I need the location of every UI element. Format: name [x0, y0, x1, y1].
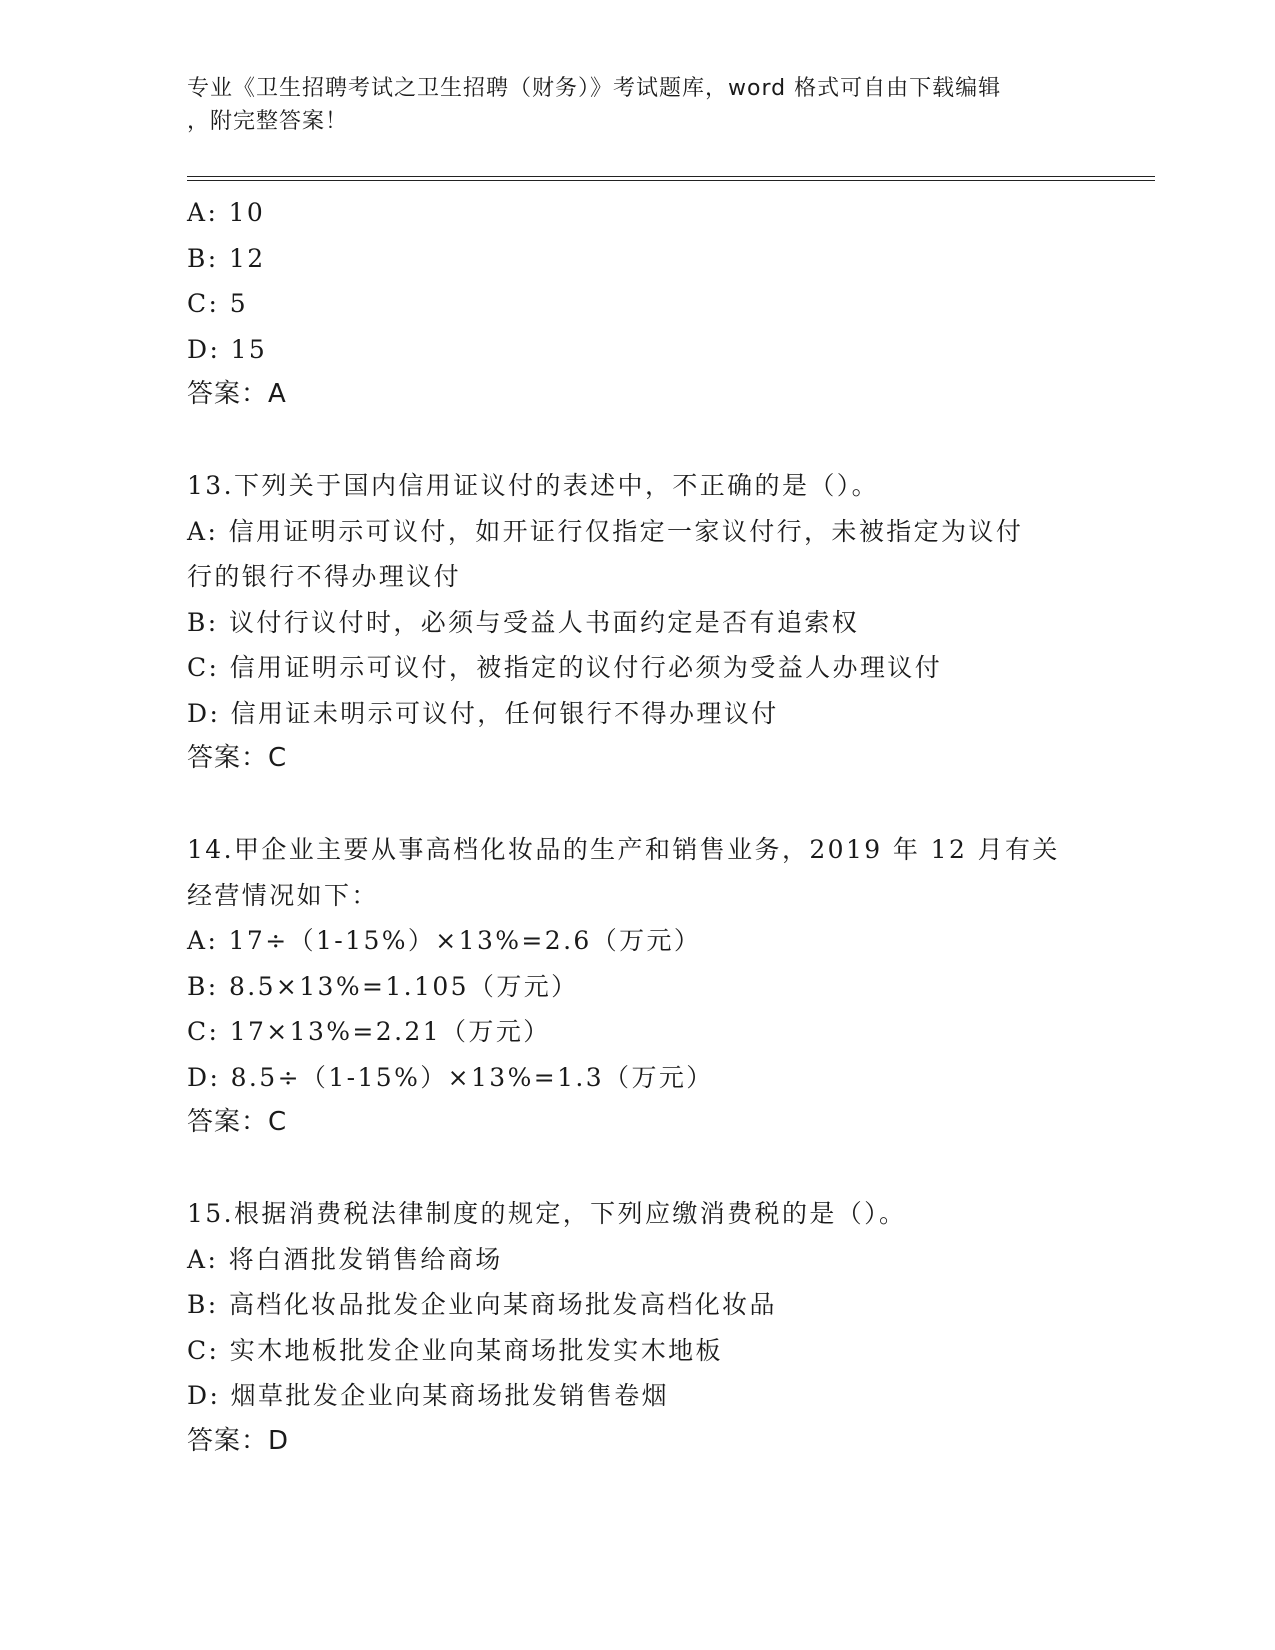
q14-option-d: D: 8.5÷（1-15%）×13%=1.3（万元） [187, 1062, 714, 1092]
header-divider [187, 176, 1155, 181]
document-page [187, 0, 1157, 1650]
q12-option-a: A: 10 [187, 198, 266, 227]
spacer [187, 1146, 1087, 1192]
q12-answer: 答案：A [187, 379, 287, 409]
q15-option-a: A: 将白酒批发销售给商场 [187, 1244, 503, 1274]
q13-answer: 答案：C [187, 743, 288, 773]
q14-stem-line-1: 14.甲企业主要从事高档化妆品的生产和销售业务，2019 年 12 月有关 [187, 835, 1060, 864]
q13-option-a-line-2: 行的银行不得办理议付 [187, 562, 462, 591]
q15-answer: 答案：D [187, 1425, 290, 1456]
spacer [187, 782, 1087, 828]
q13-stem: 13.下列关于国内信用证议付的表述中，不正确的是（）。 [187, 471, 880, 500]
q14-option-a: A: 17÷（1-15%）×13%=2.6（万元） [187, 926, 702, 955]
question-14 [187, 827, 1087, 1146]
q13-option-d: D: 信用证未明示可议付，任何银行不得办理议付 [187, 698, 779, 728]
header-line-1: 专业《卫生招聘考试之卫生招聘（财务）》考试题库，word 格式可自由下载编辑 [187, 76, 1002, 101]
q15-option-d: D: 烟草批发企业向某商场批发销售卷烟 [187, 1381, 670, 1410]
question-list [187, 190, 1087, 1464]
document-header [187, 72, 1087, 138]
q12-option-b: B: 12 [187, 243, 266, 273]
question-15 [187, 1191, 1087, 1464]
q14-option-b: B: 8.5×13%=1.105（万元） [187, 971, 579, 1001]
spacer [187, 418, 1087, 464]
q12-option-c: C: 5 [187, 289, 249, 318]
q12-option-d: D: 15 [187, 334, 268, 364]
question-13 [187, 463, 1087, 782]
q15-option-b: B: 高档化妆品批发企业向某商场批发高档化妆品 [187, 1290, 777, 1319]
q13-option-c: C: 信用证明示可议付，被指定的议付行必须为受益人办理议付 [187, 653, 943, 682]
q15-stem: 15.根据消费税法律制度的规定，下列应缴消费税的是（）。 [187, 1199, 907, 1228]
header-line-2: ，附完整答案！ [187, 109, 349, 134]
q15-option-c: C: 实木地板批发企业向某商场批发实木地板 [187, 1335, 723, 1365]
q13-option-b: B: 议付行议付时，必须与受益人书面约定是否有追索权 [187, 607, 860, 637]
question-12 [187, 190, 1087, 418]
q14-answer: 答案：C [187, 1107, 288, 1137]
q14-stem-line-2: 经营情况如下： [187, 880, 379, 910]
q13-option-a-line-1: A: 信用证明示可议付，如开证行仅指定一家议付行，未被指定为议付 [187, 516, 1024, 546]
q14-option-c: C: 17×13%=2.21（万元） [187, 1017, 551, 1046]
